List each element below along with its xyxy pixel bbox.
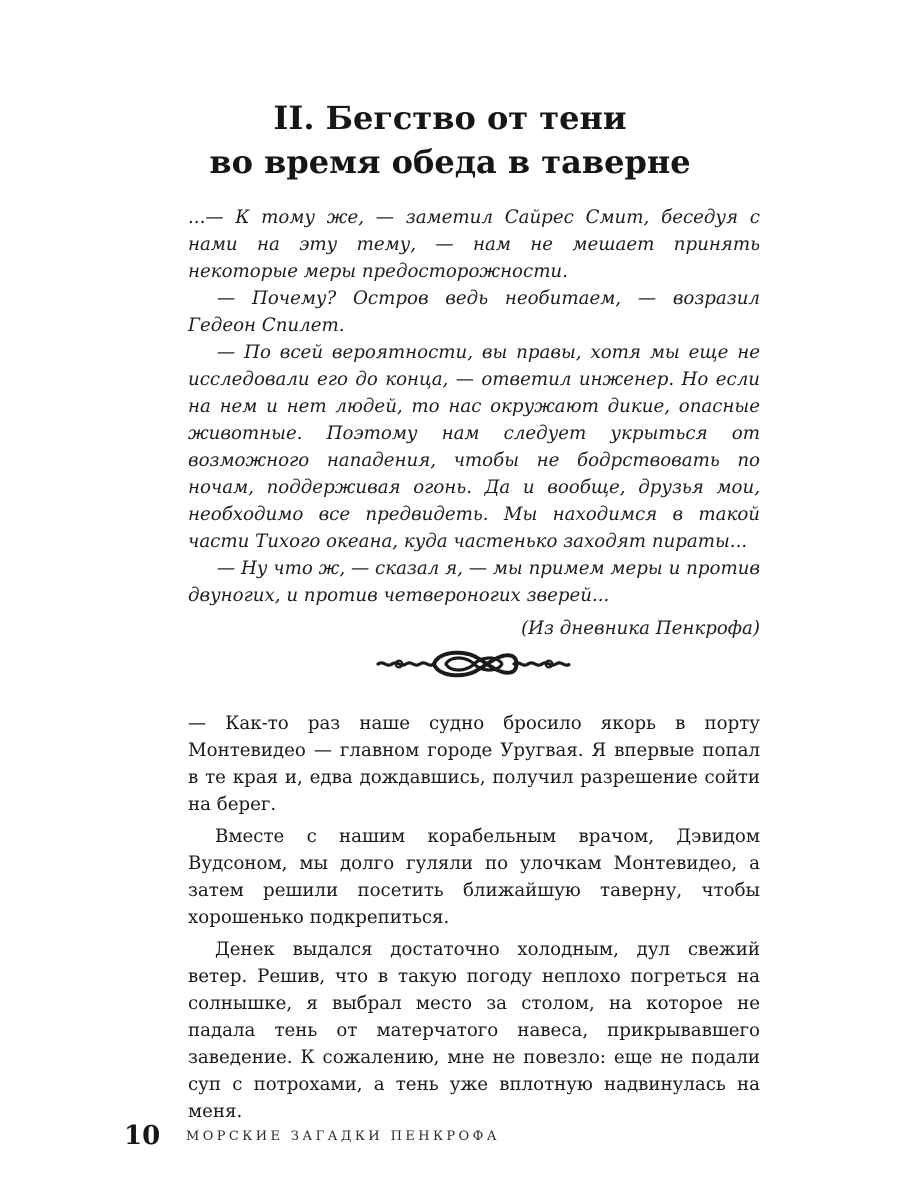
running-head: МОРСКИЕ ЗАГАДКИ ПЕНКРОФА [186, 1129, 501, 1144]
body-paragraph: Вместе с нашим корабельным врачом, Дэвидом Вудсоном, мы долго гуляли по улочкам Монтевидео, а затем решили посетить ближайшую таверну, чтобы хорошенько подкрепиться. [188, 826, 760, 928]
epigraph-paragraph: — Ну что ж, — сказал я, — мы примем меры и против двуногих, и против четвероногих зверей... [188, 558, 760, 606]
chapter-title-line-2: во время обеда в таверне [209, 143, 691, 181]
body-paragraph: — Как-то раз наше судно бросило якорь в порту Монтевидео — главном городе Уругвая. Я впервые попал в те края и, едва дождавшись, получил разрешение сойти на берег. [188, 713, 760, 815]
epigraph [188, 204, 760, 642]
page-footer [124, 1118, 724, 1158]
body-text [188, 710, 760, 1130]
page-number: 10 [124, 1121, 161, 1151]
rope-knot-icon [376, 646, 572, 682]
epigraph-paragraph: ...— К тому же, — заметил Сайрес Смит, беседуя с нами на эту тему, — нам не мешает принять некоторые меры предосторожности. [188, 207, 760, 282]
epigraph-source: (Из дневника Пенкрофа) [521, 618, 760, 639]
chapter-title-line-1: II. Бегство от тени [273, 99, 627, 137]
chapter-title [0, 96, 900, 184]
body-paragraph: Денек выдался достаточно холодным, дул свежий ветер. Решив, что в такую погоду неплохо погреться на солнышке, я выбрал место за столом, на которое не падала тень от матерчатого навеса, прикрывавшего заведение. К сожалению, мне не повезло: еще не подали суп с потрохами, а тень уже вплотную надвинулась на меня. [188, 939, 760, 1122]
epigraph-paragraph: — По всей вероятности, вы правы, хотя мы еще не исследовали его до конца, — ответил инженер. Но если на нем и нет людей, то нас окружают дикие, опасные животные. Поэтому нам следует укрыться от возможного нападения, чтобы не бодрствовать по ночам, поддерживая огонь. Да и вообще, друзья мои, необходимо все предвидеть. Мы находимся в такой части Тихого океана, куда частенько заходят пираты... [188, 342, 760, 552]
epigraph-paragraph: — Почему? Остров ведь необитаем, — возразил Гедеон Спилет. [188, 288, 760, 336]
